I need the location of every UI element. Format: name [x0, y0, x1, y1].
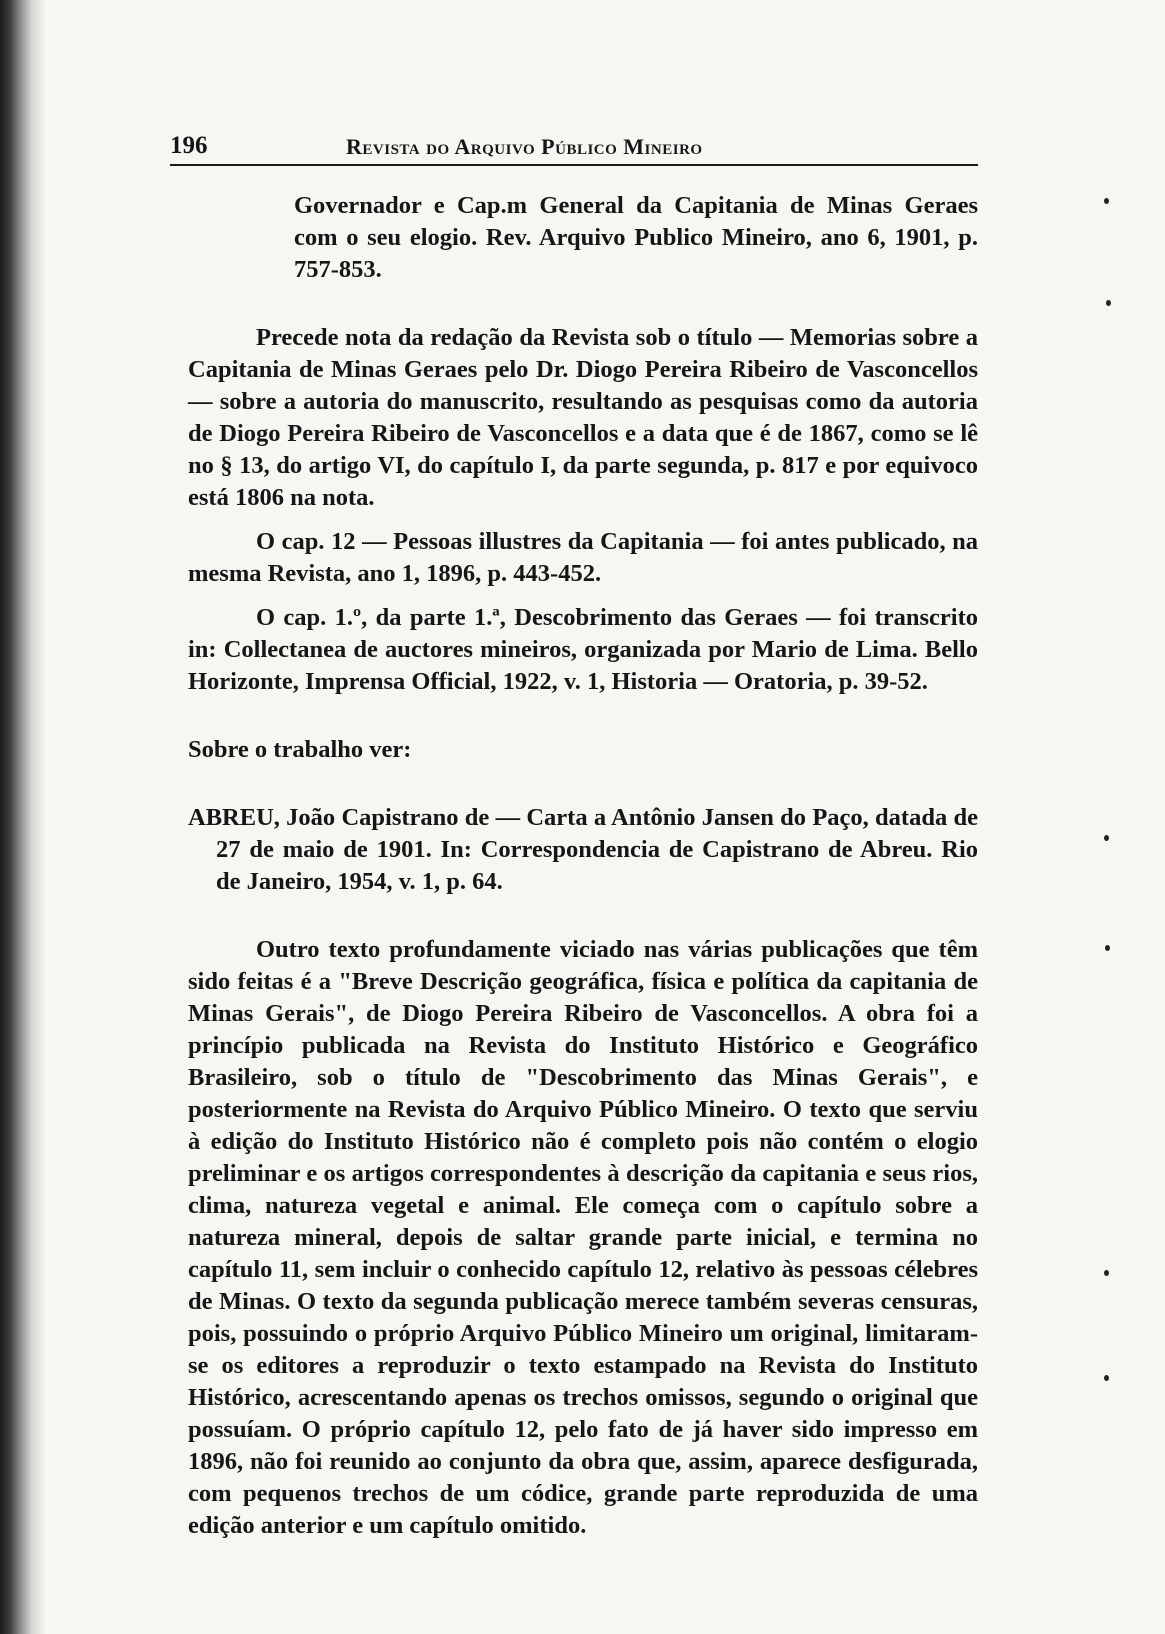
page-number: 196 [170, 132, 208, 159]
bibliography-entry: ABREU, João Capistrano de — Carta a Antônio Jansen do Paço, datada de 27 de maio de 1901. In: Correspondencia de Capistrano de Abreu. Rio de Janeiro, 1954, v. 1, p. 64. [188, 804, 978, 895]
scan-speck [1105, 945, 1110, 951]
see-also-heading: Sobre o trabalho ver: [188, 736, 412, 763]
scan-speck [1104, 198, 1109, 204]
paragraph: O cap. 12 — Pessoas illustres da Capitania — foi antes publicado, na mesma Revista, ano 1, 1896, p. 443-452. [188, 528, 978, 587]
scan-speck [1104, 835, 1109, 841]
running-header [170, 128, 978, 166]
paragraph: O cap. 1.º, da parte 1.ª, Descobrimento das Geraes — foi transcrito in: Collectanea de auctores mineiros, organizada por Mario de Lima. Bello Horizonte, Imprensa Official, 1922, v. 1, Historia — Oratoria, p. 39-52. [188, 604, 978, 695]
running-title: Revista do Arquivo Público Mineiro [346, 134, 703, 159]
scan-speck [1104, 1375, 1109, 1381]
scan-speck [1104, 1270, 1109, 1276]
scan-speck [1106, 300, 1111, 306]
paragraph: Outro texto profundamente viciado nas várias publicações que têm sido feitas é a "Breve Descrição geográfica, física e política da capitania de Minas Gerais", de Diogo Pereira Ribeiro de Vasconcellos. A obra foi a princípio publicada na Revista do Instituto Histórico e Geográfico Brasileiro, sob o título de "Descobrimento das Minas Gerais", e posteriormente na Revista do Arquivo Público Mineiro. O texto que serviu à edição do Instituto Histórico não é completo pois não contém o elogio preliminar e os artigos correspondentes à descrição da capitania e seus rios, clima, natureza vegetal e animal. Ele começa com o capítulo sobre a natureza mineral, depois de saltar grande parte inicial, e termina no capítulo 11, sem incluir o conhecido capítulo 12, relativo às pessoas célebres de Minas. O texto da segunda publicação merece também severas censuras, pois, possuindo o próprio Arquivo Público Mineiro um original, limitaram-se os editores a reproduzir o texto estampado na Revista do Instituto Histórico, acrescentando apenas os trechos omissos, segundo o original que possuíam. O próprio capítulo 12, pelo fato de já haver sido impresso em 1896, não foi reunido ao conjunto da obra que, assim, aparece desfigurada, com pequenos trechos de um códice, grande parte reproduzida de uma edição anterior e um capítulo omitido. [188, 936, 978, 1539]
reference-entry: Governador e Cap.m General da Capitania de Minas Geraes com o seu elogio. Rev. Arquivo Publico Mineiro, ano 6, 1901, p. 757-853. [294, 192, 978, 283]
page-body [188, 190, 978, 1542]
scan-binding-shadow [0, 0, 46, 1634]
paragraph: Precede nota da redação da Revista sob o título — Memorias sobre a Capitania de Minas Geraes pelo Dr. Diogo Pereira Ribeiro de Vasconcellos — sobre a autoria do manuscrito, resultando as pesquisas como da autoria de Diogo Pereira Ribeiro de Vasconcellos e a data que é de 1867, como se lê no § 13, do artigo VI, do capítulo I, da parte segunda, p. 817 e por equivoco está 1806 na nota. [188, 324, 978, 511]
